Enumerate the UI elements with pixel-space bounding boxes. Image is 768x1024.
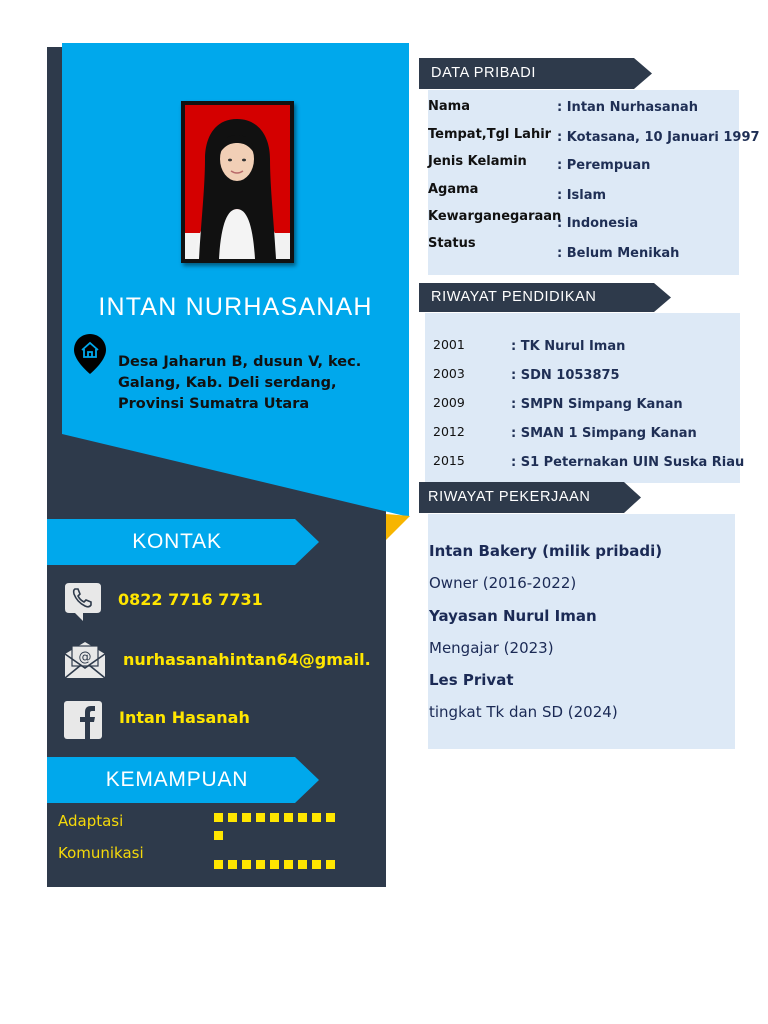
pekerjaan-heading-text: RIWAYAT PEKERJAAN [428, 489, 591, 505]
profile-photo [181, 101, 294, 263]
education-year: 2003 [433, 366, 465, 381]
kontak-heading [47, 519, 319, 565]
pendidikan-heading [419, 283, 671, 314]
banner-fold [386, 512, 410, 540]
education-school: : SMPN Simpang Kanan [511, 397, 683, 412]
education-school: : TK Nurul Iman [511, 339, 626, 354]
info-label: Kewarganegaraan [428, 209, 562, 224]
svg-text:@: @ [78, 650, 92, 665]
info-value: : Kotasana, 10 Januari 1997 [557, 130, 760, 145]
phone-icon [63, 581, 103, 621]
phone-number[interactable]: 0822 7716 7731 [118, 590, 263, 609]
info-value: : Islam [557, 188, 607, 203]
info-value: : Belum Menikah [557, 246, 680, 261]
kontak-heading-text: KONTAK [132, 530, 222, 553]
job-detail: Mengajar (2023) [429, 639, 554, 657]
info-label: Tempat,Tgl Lahir [428, 127, 552, 142]
email-address[interactable]: nurhasanahintan64@gmail. [123, 650, 371, 669]
portrait-image [185, 105, 290, 259]
info-value: : Indonesia [557, 216, 639, 231]
job-title: Intan Bakery (milik pribadi) [429, 542, 663, 560]
info-value: : Perempuan [557, 158, 651, 173]
education-year: 2012 [433, 424, 465, 439]
pekerjaan-heading [419, 482, 641, 513]
job-title: Les Privat [429, 671, 514, 689]
education-school: : SMAN 1 Simpang Kanan [511, 426, 697, 441]
skill-level-bar [214, 829, 228, 843]
info-label: Status [428, 236, 476, 251]
profile-name: INTAN NURHASANAH [98, 293, 373, 321]
job-detail: tingkat Tk dan SD (2024) [429, 703, 618, 721]
email-icon [63, 640, 107, 680]
education-school: : SDN 1053875 [511, 368, 620, 383]
skill-level-bar [214, 811, 339, 825]
address-text: Desa Jaharun B, dusun V, kec. Galang, Kab. Deli serdang, Provinsi Sumatra Utara [118, 354, 362, 412]
location-home-icon [73, 333, 107, 375]
info-label: Agama [428, 182, 479, 197]
education-year: 2009 [433, 395, 465, 410]
job-title: Yayasan Nurul Iman [429, 607, 597, 625]
education-year: 2001 [433, 337, 465, 352]
facebook-name[interactable]: Intan Hasanah [119, 708, 250, 727]
info-label: Jenis Kelamin [428, 154, 527, 169]
facebook-icon [63, 700, 103, 740]
education-year: 2015 [433, 453, 465, 468]
job-detail: Owner (2016-2022) [429, 574, 577, 592]
data-pribadi-heading-text: DATA PRIBADI [431, 65, 536, 81]
data-pribadi-heading [419, 58, 652, 89]
education-school: : S1 Peternakan UIN Suska Riau [511, 455, 745, 470]
info-value: : Intan Nurhasanah [557, 100, 698, 115]
kemampuan-heading [47, 757, 319, 803]
kemampuan-heading-text: KEMAMPUAN [105, 768, 249, 791]
info-label: Nama [428, 99, 470, 114]
pendidikan-heading-text: RIWAYAT PENDIDIKAN [431, 289, 597, 305]
skill-level-bar [214, 858, 339, 872]
skill-name: Adaptasi [58, 812, 124, 830]
skill-name: Komunikasi [58, 844, 144, 862]
